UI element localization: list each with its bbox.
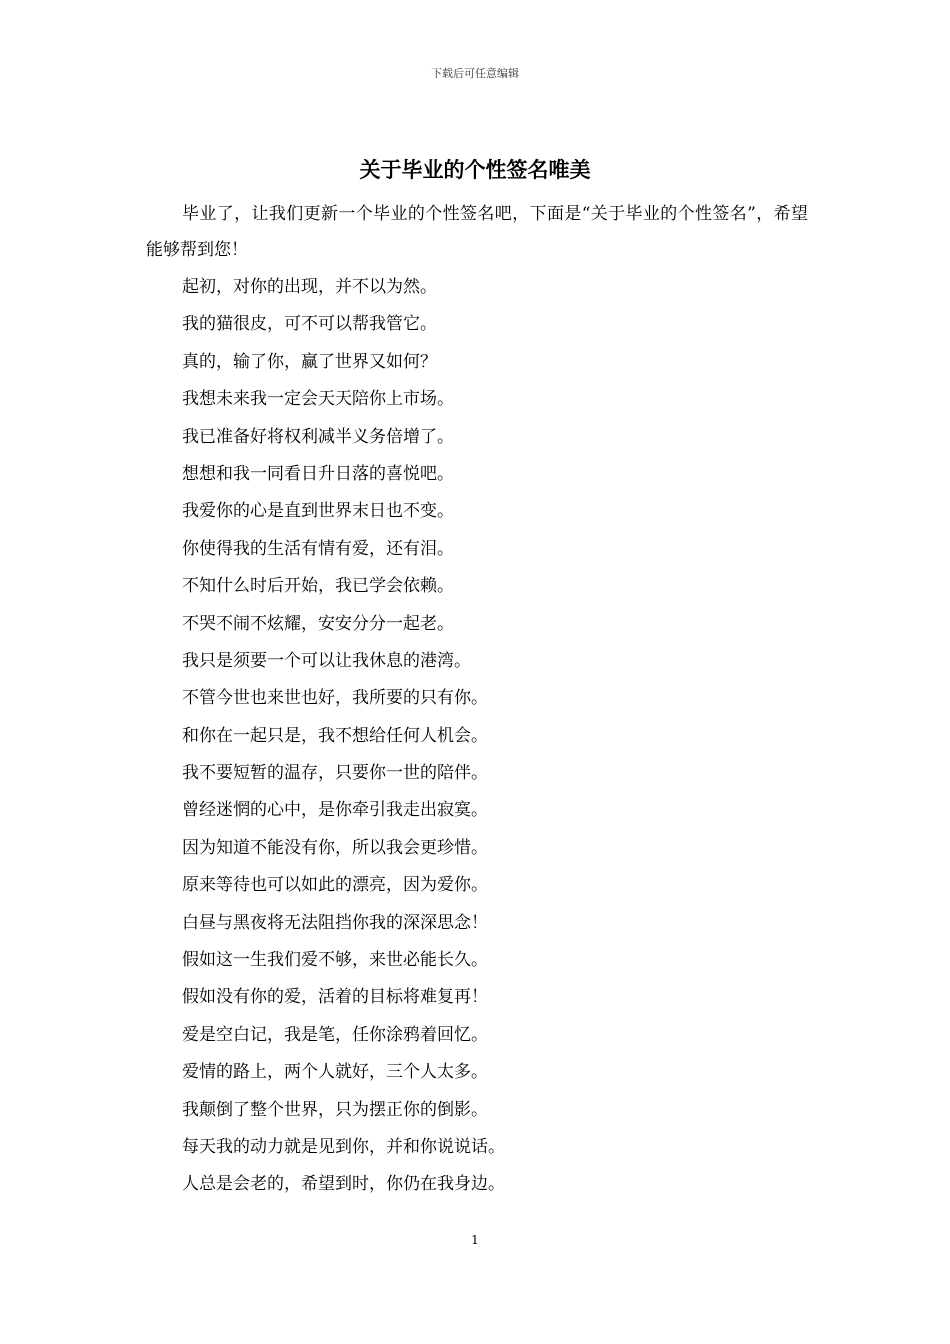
signature-line: 白昼与黑夜将无法阻挡你我的深深思念！ <box>182 912 488 933</box>
signature-line: 每天我的动力就是见到你，并和你说说话。 <box>182 1136 505 1157</box>
signature-line: 我已准备好将权利减半义务倍增了。 <box>182 426 454 447</box>
signature-line: 我想未来我一定会天天陪你上市场。 <box>182 389 454 410</box>
document-title: 关于毕业的个性签名唯美 <box>359 157 591 182</box>
signature-line: 不哭不闹不炫耀，安安分分一起老。 <box>182 613 454 634</box>
signature-line: 爱是空白记，我是笔，任你涂鸦着回忆。 <box>182 1024 488 1045</box>
signature-line: 我不要短暂的温存，只要你一世的陪伴。 <box>182 763 488 784</box>
page-header-note: 下载后可任意编辑 <box>431 67 519 80</box>
signature-line: 和你在一起只是，我不想给任何人机会。 <box>182 725 488 746</box>
signature-line: 假如没有你的爱，活着的目标将难复再！ <box>182 987 488 1008</box>
signature-list <box>182 269 808 1204</box>
signature-line: 曾经迷惘的心中，是你牵引我走出寂寞。 <box>182 800 488 821</box>
intro-paragraph: 毕业了，让我们更新一个毕业的个性签名吧，下面是“关于毕业的个性签名”，希望能够帮到您！ <box>146 204 808 260</box>
signature-line: 我爱你的心是直到世界末日也不变。 <box>182 501 454 522</box>
signature-line: 我只是须要一个可以让我休息的港湾。 <box>182 650 471 671</box>
signature-line: 不知什么时后开始，我已学会依赖。 <box>182 576 454 597</box>
page-number: 1 <box>471 1233 479 1247</box>
signature-line: 不管今世也来世也好，我所要的只有你。 <box>182 688 488 709</box>
signature-line: 起初，对你的出现，并不以为然。 <box>182 277 437 297</box>
signature-line: 真的，输了你，赢了世界又如何？ <box>182 351 437 372</box>
signature-line: 我颠倒了整个世界，只为摆正你的倒影。 <box>182 1099 488 1120</box>
signature-line: 爱情的路上，两个人就好，三个人太多。 <box>182 1062 488 1083</box>
signature-line: 假如这一生我们爱不够，来世必能长久。 <box>182 950 488 971</box>
signature-line: 原来等待也可以如此的漂亮，因为爱你。 <box>182 875 488 896</box>
signature-line: 想想和我一同看日升日落的喜悦吧。 <box>182 463 454 484</box>
signature-line: 我的猫很皮，可不可以帮我管它。 <box>182 314 437 335</box>
signature-line: 因为知道不能没有你，所以我会更珍惜。 <box>182 837 488 858</box>
signature-line: 你使得我的生活有情有爱，还有泪。 <box>182 538 454 559</box>
signature-line: 人总是会老的，希望到时，你仍在我身边。 <box>182 1174 505 1195</box>
